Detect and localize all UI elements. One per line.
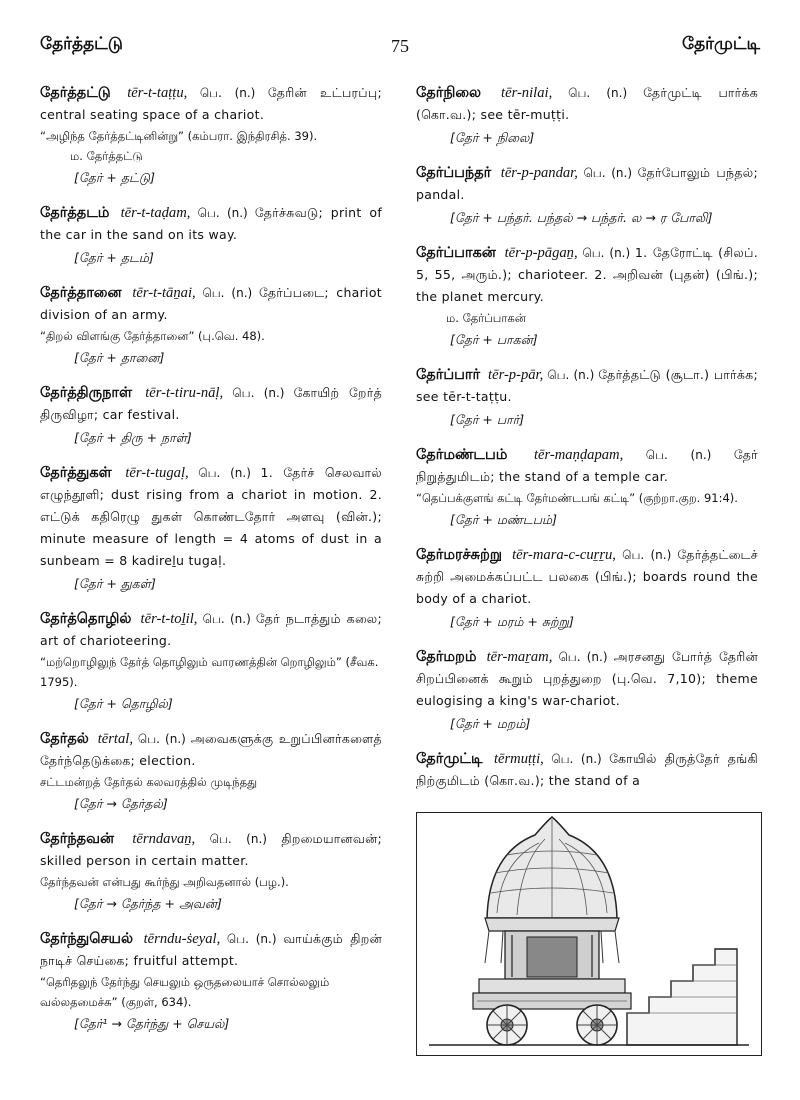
page-header (40, 34, 760, 60)
entry-transliteration: tēr-t-tiru-nāḷ, (145, 385, 224, 401)
entry-grammar: பெ. (n.) (202, 286, 253, 300)
entry-definition (416, 364, 758, 408)
entry-etymology: [தேர் + நிலை] (450, 130, 535, 145)
entry-quote: “அழிந்த தேர்த்தட்டினின்று” (கம்பரா. இந்திரசித். 39). (40, 129, 318, 143)
entry-etymology: [தேர் + மறம்] (450, 716, 531, 731)
entry-cognate: ம. தேர்த்தட்டு (70, 149, 143, 163)
entry-etymology: [தேர் + தானை] (74, 350, 165, 365)
entry-etymology: [தேர் + துகள்] (74, 576, 156, 591)
entry-definition (40, 928, 382, 972)
entry-text: அவைகளுக்கு உறுப்பினர்களைத் தேர்ந்தெடுக்கை; election. (40, 731, 382, 768)
dictionary-entry (40, 828, 382, 916)
entry-transliteration: tērtal, (97, 731, 133, 747)
entry-transliteration: tēr-mara-c-cuṟṟu, (512, 547, 616, 563)
entry-text: தேர்ச்சுவடு; print of the car in the sand on its way. (40, 205, 383, 242)
entry-headword: தேர்த்துகள் (40, 465, 112, 481)
entry-text: தேர்த்தட்டைச் சுற்றி அமைக்கப்பட்ட பலகை (பிங்.); boards round the body of a chariot. (416, 547, 759, 606)
entry-definition (416, 162, 758, 206)
entry-definition (416, 242, 758, 308)
chariot-drawing-icon (417, 813, 761, 1055)
entry-headword: தேர்த்தொழில் (40, 611, 132, 627)
entry-headword: தேர்த்தட்டு (40, 85, 111, 101)
dictionary-entry (40, 382, 382, 450)
entry-definition (416, 646, 758, 712)
entry-definition (416, 544, 758, 610)
entry-text: தேரின் உட்பரப்பு; central seating space of a chariot. (40, 85, 383, 122)
entry-definition (40, 728, 382, 772)
entry-definition (40, 382, 382, 426)
left-column (40, 82, 382, 1048)
entry-text: தேர் நிறுத்துமிடம்; the stand of a temple car. (416, 447, 758, 484)
entry-etymology: [தேர் + தடம்] (74, 250, 154, 265)
entry-headword: தேர்முட்டி (416, 751, 483, 767)
header-guide-word-left: தேர்த்தட்டு (40, 34, 123, 54)
entry-transliteration: tēr-t-taṭṭu, (127, 85, 188, 101)
entry-definition (40, 202, 382, 246)
entry-grammar: பெ. (n.) (582, 246, 631, 260)
entry-quote: “மற்றொழிலுந் தேர்த் தொழிலும் வாரணத்தின் றொழிலும்” (சீவக. 1795). (40, 655, 379, 689)
entry-grammar: பெ. (n.) (209, 832, 267, 846)
entry-transliteration: tēr-p-pandar, (500, 165, 578, 181)
dictionary-entry (40, 728, 382, 816)
entry-transliteration: tēr-nilai, (501, 85, 553, 101)
dictionary-entry (40, 608, 382, 716)
dictionary-entry (416, 242, 758, 352)
entry-transliteration: tēr-t-taḍam, (120, 205, 191, 221)
entry-headword: தேர்நிலை (416, 85, 482, 101)
entry-grammar: பெ. (n.) (232, 386, 285, 400)
entry-etymology: [தேர் → தேர்ந்த + அவன்] (74, 896, 222, 911)
dictionary-entry (416, 162, 758, 230)
entry-etymology: [தேர் + பார்] (450, 412, 525, 427)
entry-headword: தேர்த்திருநாள் (40, 385, 133, 401)
entry-headword: தேர்மரச்சுற்று (416, 547, 502, 563)
entry-grammar: பெ. (n.) (583, 166, 633, 180)
entry-transliteration: tēr-t-tāṉai, (132, 285, 196, 301)
dictionary-entry (40, 202, 382, 270)
entry-headword: தேர்ப்பாகன் (416, 245, 496, 261)
entry-grammar: பெ. (n.) (199, 86, 256, 100)
dictionary-entry (416, 82, 758, 150)
entry-grammar: பெ. (n.) (558, 650, 608, 664)
entry-transliteration: tēr-maṇḍapam, (533, 447, 624, 463)
dictionary-entry (416, 544, 758, 634)
entry-text: கோயில் திருத்தேர் தங்கி நிற்குமிடம் (கொ.வ.); the stand of a (416, 751, 759, 788)
entry-definition (416, 748, 758, 792)
entry-grammar: பெ. (n.) (197, 206, 248, 220)
entry-transliteration: tēr-t-toḻil, (140, 611, 198, 627)
entry-headword: தேர்ந்தவன் (40, 831, 115, 847)
entry-grammar: பெ. (n.) (202, 612, 251, 626)
dictionary-entry (40, 82, 382, 190)
entry-etymology: [தேர் + தட்டு] (74, 170, 155, 185)
entry-headword: தேர்ந்துசெயல் (40, 931, 133, 947)
page-number: 75 (391, 36, 409, 56)
entry-cognate: ம. தேர்ப்பாகன் (446, 311, 526, 325)
entry-quote: “தெரிதலுந் தேர்ந்து செயலும் ஒருதலையாச் சொல்லலும் வல்லதமைச்சு” (குறள், 634). (40, 975, 330, 1009)
entry-etymology: [தேர் + தொழில்] (74, 696, 173, 711)
entry-headword: தேர்மறம் (416, 649, 477, 665)
entry-transliteration: tērndavaṉ, (132, 831, 196, 847)
entry-quote: “திறல் விளங்கு தேர்த்தானை” (பு.வெ. 48). (40, 329, 265, 343)
header-guide-word-right: தேர்முட்டி (682, 34, 760, 54)
entry-headword: தேர்த்தடம் (40, 205, 110, 221)
entry-etymology: [தேர் + மண்டபம்] (450, 512, 557, 527)
entry-definition (40, 828, 382, 872)
entry-grammar: பெ. (n.) (568, 86, 628, 100)
entry-definition (40, 608, 382, 652)
dictionary-entry (40, 282, 382, 370)
entry-text: தேர் நடாத்தும் கலை; art of charioteering. (40, 611, 382, 648)
entry-grammar: பெ. (n.) (551, 752, 602, 766)
entry-text: தேர்போலும் பந்தல்; pandal. (416, 165, 758, 202)
entry-text: 1. தேரோட்டி (சிலப். 5, 55, அரும்.); charioteer. 2. அறிவன் (புதன்) (பிங்.); the planet mercury. (416, 245, 758, 304)
entry-headword: தேர்ப்பந்தர் (416, 165, 492, 181)
entry-text: வாய்க்கும் திறன் நாடிச் செய்கை; fruitful attempt. (40, 931, 383, 968)
entry-text: திறமையானவன்; skilled person in certain matter. (40, 831, 383, 868)
dictionary-entry (416, 646, 758, 736)
entry-etymology: [தேர் + பாகன்] (450, 332, 538, 347)
entry-headword: தேர்தல் (40, 731, 89, 747)
entry-etymology: [தேர் + திரு + நாள்] (74, 430, 192, 445)
entry-grammar: பெ. (n.) (226, 932, 277, 946)
temple-chariot-illustration (416, 812, 762, 1056)
entry-headword: தேர்ப்பார் (416, 367, 481, 383)
entry-headword: தேர்த்தானை (40, 285, 122, 301)
dictionary-entry (416, 748, 758, 792)
entry-definition (416, 82, 758, 126)
entry-text: அரசனது போர்த் தேரின் சிறப்பினைக் கூறும் புறத்துறை (பு.வெ. 7,10); theme eulogising a king's war-chariot. (416, 649, 758, 708)
entry-text: தேர்ப்படை; chariot division of an army. (40, 285, 382, 322)
entry-text: தேர்முட்டி பார்க்க (கொ.வ.); see tēr-muṭṭi. (416, 85, 758, 122)
entry-definition (40, 462, 382, 572)
dictionary-entry (416, 444, 758, 532)
entry-text: கோயிற் றேர்த் திருவிழா; car festival. (40, 385, 383, 422)
dictionary-entry (40, 462, 382, 596)
entry-etymology: [தேர் → தேர்தல்] (74, 796, 168, 811)
entry-grammar: பெ. (n.) (547, 368, 595, 382)
entry-transliteration: tēr-p-pār, (488, 367, 544, 383)
entry-text: தேர்த்தட்டு (சூடா.) பார்க்க; see tēr-t-taṭṭu. (416, 367, 758, 404)
entry-transliteration: tēr-t-tugaḷ, (125, 465, 189, 481)
entry-grammar: பெ. (n.) (622, 548, 672, 562)
entry-definition (40, 282, 382, 326)
dictionary-entry (416, 364, 758, 432)
entry-text: 1. தேர்ச் செலவால் எழுந்தூளி; dust rising from a chariot in motion. 2. எட்டுக் கதிரெழு துகள் கொண்டதோர் அளவு (வின்.); minute measure of length = 4 atoms of dust in a sunbeam = 8 kadireḻu tugaḷ. (40, 465, 382, 568)
entry-quote: “தெப்பக்குளங் கட்டி தேர்மண்டபங் கட்டி” (குற்றா.குற. 91:4). (416, 491, 738, 505)
right-column (416, 82, 758, 804)
entry-quote: தேர்ந்தவன் என்பது கூர்ந்து அறிவதனால் (பழ.). (40, 875, 289, 889)
dictionary-entry (40, 928, 382, 1036)
entry-transliteration: tēr-maṟam, (486, 649, 553, 665)
entry-transliteration: tēr-p-pāgaṉ, (504, 245, 578, 261)
entry-definition (40, 82, 382, 126)
entry-quote: சட்டமன்றத் தேர்தல் கலவரத்தில் முடிந்தது (40, 775, 258, 789)
entry-definition (416, 444, 758, 488)
entry-grammar: பெ. (n.) (198, 466, 251, 480)
entry-etymology: [தேர்¹ → தேர்ந்து + செயல்] (74, 1016, 230, 1031)
entry-grammar: பெ. (n.) (137, 732, 186, 746)
entry-grammar: பெ. (n.) (645, 448, 712, 462)
entry-etymology: [தேர் + மரம் + சுற்று] (450, 614, 574, 629)
entry-transliteration: tērmuṭṭi, (493, 751, 544, 767)
entry-headword: தேர்மண்டபம் (416, 447, 508, 463)
entry-etymology: [தேர் + பந்தர். பந்தல் → பந்தர். ல → ர போலி] (450, 210, 713, 225)
entry-transliteration: tērndu-ṡeyal, (143, 931, 221, 947)
